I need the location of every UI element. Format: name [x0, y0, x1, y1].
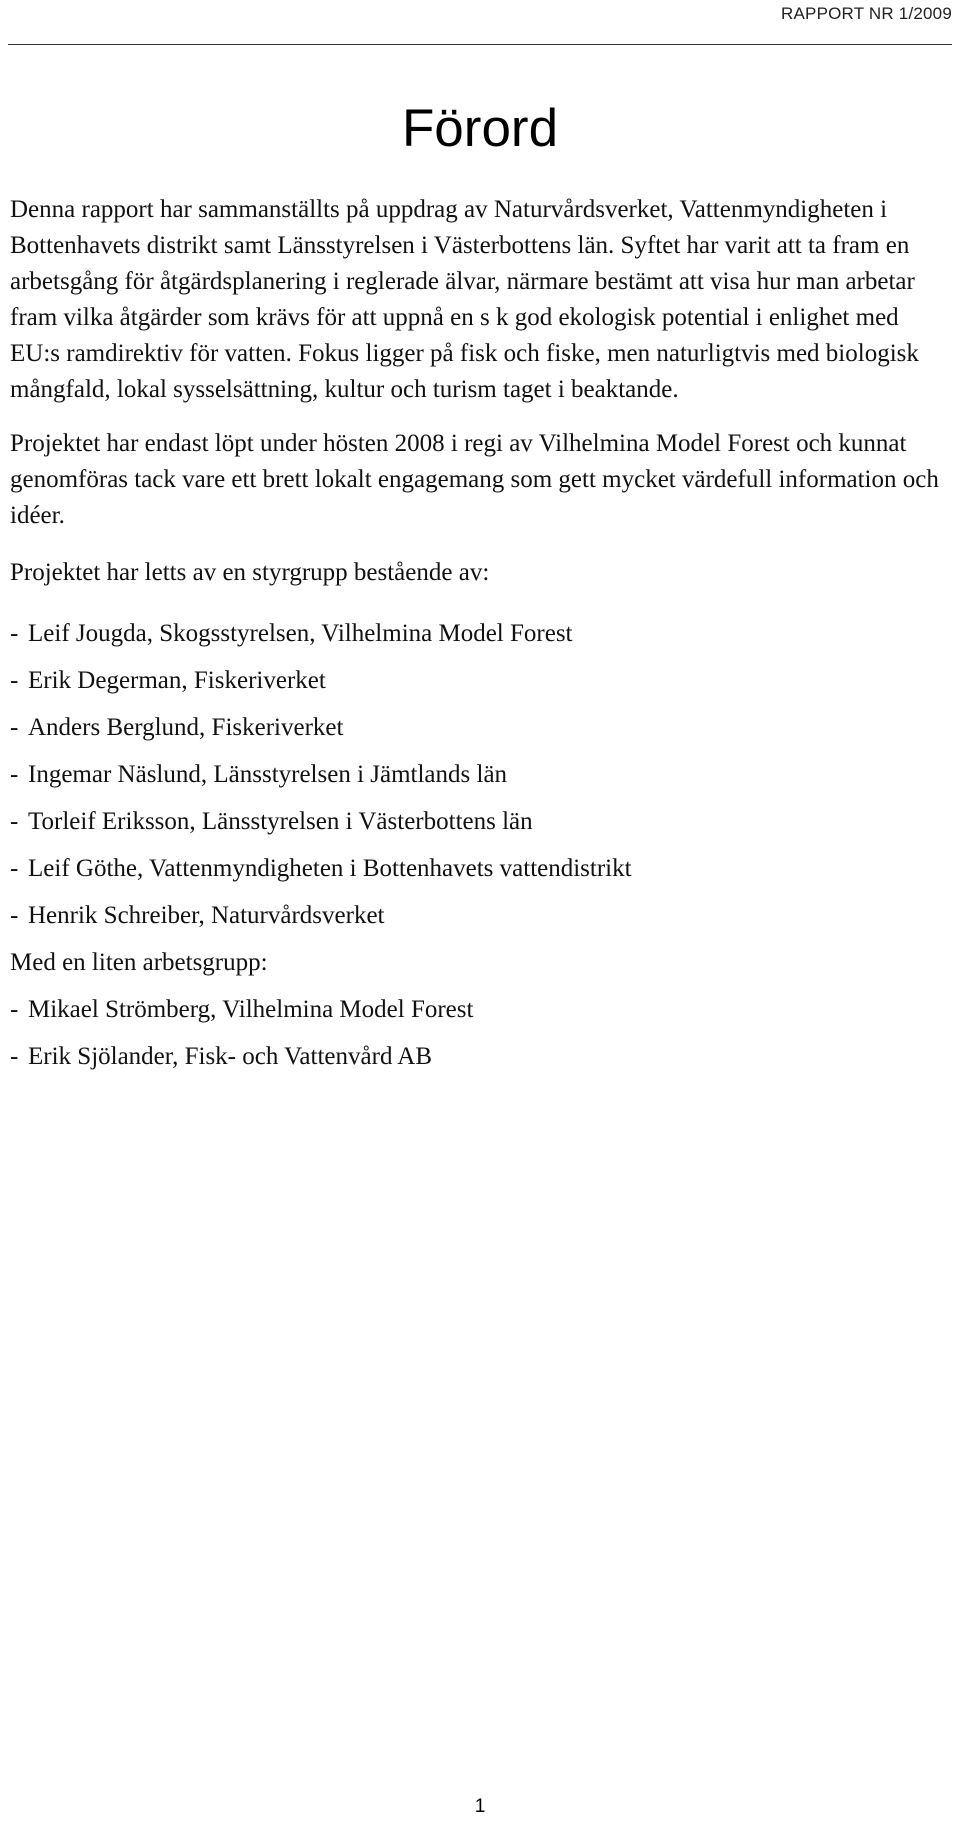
steering-group-list	[10, 616, 948, 945]
member-name: Leif Göthe, Vattenmyndigheten i Bottenhavets vattendistrikt	[28, 855, 632, 882]
list-item	[10, 898, 948, 945]
project-paragraph: Projektet har endast löpt under hösten 2008 i regi av Vilhelmina Model Forest och kunnat genomföras tack vare ett brett lokalt engagemang som gett mycket värdefull information och idéer.	[10, 430, 939, 529]
list-dash: -	[10, 808, 19, 835]
list-item	[10, 804, 948, 851]
member-name: Anders Berglund, Fiskeriverket	[28, 714, 344, 741]
document-body	[10, 192, 948, 1086]
header-rule	[8, 44, 952, 45]
list-dash: -	[10, 620, 19, 647]
member-name: Henrik Schreiber, Naturvårdsverket	[28, 902, 385, 929]
list-dash: -	[10, 996, 19, 1023]
page-title: Förord	[401, 99, 559, 158]
list-dash: -	[10, 1043, 19, 1070]
member-name: Mikael Strömberg, Vilhelmina Model Forest	[28, 996, 474, 1023]
list-item	[10, 710, 948, 757]
list-dash: -	[10, 855, 19, 882]
steering-group-intro: Projektet har letts av en styrgrupp bestående av:	[10, 559, 490, 586]
list-dash: -	[10, 761, 19, 788]
intro-paragraph: Denna rapport har sammanställts på uppdrag av Naturvårdsverket, Vattenmyndigheten i Bottenhavets distrikt samt Länsstyrelsen i Västerbottens län. Syftet har varit att ta fram en arbetsgång för åtgärdsplanering i reglerade älvar, närmare bestämt att visa hur man arbetar fram vilka åtgärder som krävs för att uppnå en s k god ekologisk potential i enlighet med EU:s ramdirektiv för vatten. Fokus ligger på fisk och fiske, men naturligtvis med biologisk mångfald, lokal sysselsättning, kultur och turism taget i beaktande.	[10, 196, 919, 403]
list-dash: -	[10, 667, 19, 694]
member-name: Erik Degerman, Fiskeriverket	[28, 667, 326, 694]
work-group-intro: Med en liten arbetsgrupp:	[10, 949, 268, 976]
list-item	[10, 851, 948, 898]
work-group-list	[10, 992, 948, 1086]
running-header: RAPPORT NR 1/2009	[781, 4, 952, 23]
member-name: Ingemar Näslund, Länsstyrelsen i Jämtlands län	[28, 761, 508, 788]
list-item	[10, 616, 948, 663]
list-dash: -	[10, 714, 19, 741]
member-name: Erik Sjölander, Fisk- och Vattenvård AB	[28, 1043, 433, 1070]
member-name: Torleif Eriksson, Länsstyrelsen i Västerbottens län	[28, 808, 533, 835]
list-item	[10, 992, 948, 1039]
list-item	[10, 1039, 948, 1086]
list-item	[10, 663, 948, 710]
list-item	[10, 757, 948, 804]
member-name: Leif Jougda, Skogsstyrelsen, Vilhelmina Model Forest	[28, 620, 573, 647]
list-dash: -	[10, 902, 19, 929]
page-number: 1	[474, 1796, 486, 1817]
